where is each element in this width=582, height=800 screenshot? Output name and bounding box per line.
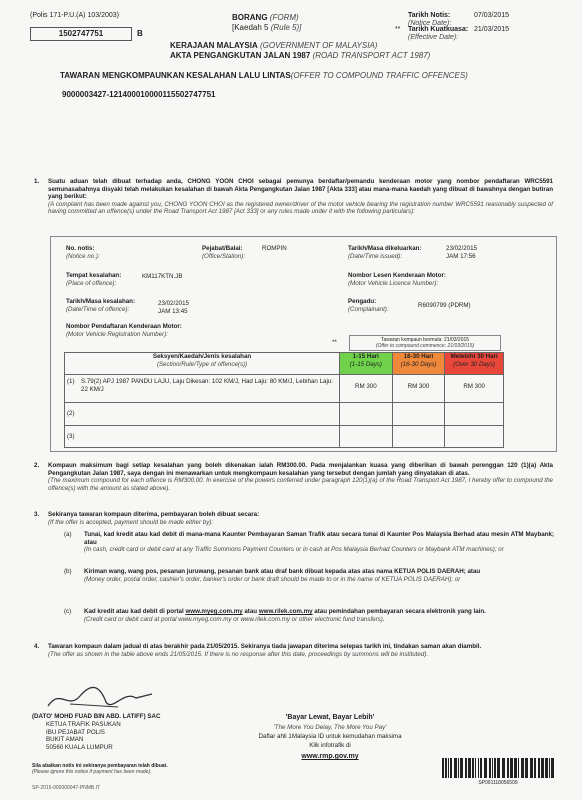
complainant-value: R6090799 (PDRM): [418, 302, 471, 309]
form-code: (Polis 171-P.U.(A) 103/2003): [30, 12, 119, 19]
offence-datetime-value: 23/02/2015 JAM 13:45: [158, 300, 189, 315]
act-label: AKTA PENGANGKUTAN JALAN 1987: [170, 51, 311, 60]
act-line: [170, 51, 430, 61]
row-number: (3): [67, 432, 75, 440]
section2-number: 2.: [34, 462, 40, 469]
gov-label: KERAJAAN MALAYSIA: [170, 41, 258, 50]
notice-date: 07/03/2015: [474, 12, 510, 19]
col-over-30-days: Melebihi 30 Hari (Over 30 Days): [445, 353, 504, 375]
table-row: [65, 425, 504, 448]
row-number: (2): [67, 410, 75, 417]
section4-number: 4.: [34, 643, 40, 650]
reference-number-box: 1502747751: [30, 27, 132, 41]
station-label: Pejabat/Balai: (Office/Station):: [202, 245, 245, 260]
compound-stars: **: [332, 339, 337, 346]
page-title: [60, 71, 468, 81]
act-label-en: (ROAD TRANSPORT ACT 1987): [312, 51, 431, 60]
section1-text: Suatu aduan telah dibuat terhadap anda, CHONG YOON CHOI sebagai pemunya berdaftar/pemandu kenderaan motor yang nombor pendaftaran WRC5591 semunasabahnya disyaki telah melakukan kesalahan di bawah Akta Pengangkutan Jalan 1987 [Akta 333] atau mana-mana kaedah yang dibuat di bawahnya dengan butiran yang berikut: (A complaint has been made against you, CHONG YOON CHOI as the registered owner/driver of the motor vehicle bearing the registration number WRC5591 reasonably suspected of having committed an offence(s) under the Road Transport Act 1987 [Act 333] or any rules made under it with the following particulars):: [48, 178, 553, 215]
licence-label: Nombor Lesen Kenderaan Motor: (Motor Vehicle Licence Number):: [348, 272, 446, 287]
barcode-text: SP091118056509: [478, 780, 518, 786]
myeg-link[interactable]: www.myeg.com.my: [185, 608, 243, 615]
title-en: (OFFER TO COMPOUND TRAFFIC OFFENCES): [290, 71, 468, 80]
gov-label-en: (GOVERNMENT OF MALAYSIA): [259, 41, 378, 50]
option-c-mark: (c): [64, 608, 72, 615]
rmp-website-link[interactable]: www.rmp.gov.my: [301, 753, 359, 760]
rilek-link[interactable]: www.rilek.com.my: [258, 608, 313, 615]
table-header-row: [65, 353, 504, 375]
offence-datetime-label: Tarikh/Masa kesalahan: (Date/Time of offence):: [66, 298, 136, 313]
place-label: Tempat kesalahan: (Place of offence):: [66, 272, 122, 287]
kaedah-label: [Kaedah 5: [232, 23, 269, 32]
signature-image: [40, 684, 160, 714]
rule-reference: [232, 23, 301, 33]
effective-marker: **: [395, 26, 401, 33]
row-offence-text: S.79(2) APJ 1987 PANDU LAJU, Laju Dikesan: 102 KM/J, Had Laju: 80 KM/J, Lebihan Laju: 22 KM/J: [81, 378, 333, 393]
document-code: SP-2015-000000047-PNMB.IT: [32, 785, 101, 791]
option-b-text: Kiriman wang, wang pos, pesanan juruwang, pesanan bank atau draf bank dibuat kepada atas atas nama KETUA POLIS DAERAH; atau (Money order, postal order, cashier's order, banker's order or bank draft should be made to or in the name of KETUA POLIS DAERAH); or: [84, 568, 481, 583]
table-row: [65, 375, 504, 403]
notice-no-label: No. notis: (Notice no.):: [66, 245, 100, 260]
title-ms: TAWARAN MENGKOMPAUNKAN KESALAHAN LALU LINTAS: [60, 71, 291, 80]
issued-value: 23/02/2015 JAM 17:56: [446, 245, 477, 260]
reference-suffix: B: [137, 29, 143, 38]
registration-label: Nombor Pendaftaran Kenderaan Motor: (Motor Vehicle Registration Number):: [66, 323, 182, 338]
row-amount-1: RM 300: [340, 375, 393, 403]
borang-label-en: (FORM): [269, 13, 299, 22]
section3-text: Sekiranya tawaran kompaun diterima, pembayaran boleh dibuat secara: (If the offer is accepted, payment should be made either by):: [48, 511, 260, 526]
borang-label: BORANG: [232, 13, 268, 22]
option-a-mark: (a): [64, 531, 72, 538]
station-value: ROMPIN: [262, 245, 287, 252]
col-section-label: Seksyen/Kaedah/Jenis kesalahan: [152, 353, 252, 360]
section3-number: 3.: [34, 511, 40, 518]
effective-date: 21/03/2015: [474, 26, 510, 33]
row-number: (1): [67, 378, 75, 385]
kaedah-label-en: (Rule 5)]: [270, 23, 302, 32]
section4-text: Tawaran kompaun dalam jadual di atas berakhir pada 21/05/2015. Sekiranya tiada jawapan diterima selepas tarikh ini, tindakan saman akan diambil. (The offer as shown in the table above ends 21/05/2015. If there is no response after this date, proceedings by summons will be instituted).: [48, 643, 482, 658]
col-section-label-en: (Section/Rule/Type of offence(s)): [156, 360, 248, 368]
long-reference: 9000003427-121400010000115502747751: [62, 90, 216, 99]
col-16-30-days: 16-30 Hari (16-30 Days): [392, 353, 445, 375]
officer-name: (DATO' MOHD FUAD BIN ABD. LATIFF) SAC: [32, 713, 161, 720]
col-1-15-days: 1-15 Hari (1-15 Days): [340, 353, 393, 375]
section1-number: 1.: [34, 178, 40, 185]
issued-label: Tarikh/Masa dikeluarkan: (Date/Time issued):: [348, 245, 422, 260]
option-a-text: Tunai, kad kredit atau kad debit di mana-mana Kaunter Pembayaran Saman Trafik atau secara tunai di Kaunter Pos Malaysia Berhad atau mesin ATM Maybank; atau (In cash, credit card or debit card at any Traffic Summons Payment Counters or in cash at Pos Malaysia Berhad Counters or Maybank ATM machines); or: [84, 531, 554, 553]
officer-address: KETUA TRAFIK PASUKAN IBU PEJABAT POLIS BUKIT AMAN 50560 KUALA LUMPUR: [46, 721, 121, 751]
ignore-notice: Sila abaikan notis ini sekiranya pembayaran telah dibuat. (Please ignore this notice if payment has been made).: [32, 763, 168, 775]
slogan: 'Bayar Lewat, Bayar Lebih': [285, 714, 375, 721]
option-c-text: Kad kredit atau kad debit di portal www.myeg.com.my atau www.rilek.com.my atau pemindahan pembayaran secara elektronik yang lain. (Credit card or debit card at portal www.myeg.com.my or www.rilek.com.my or other electronic fund transfers).: [84, 608, 486, 623]
offence-table: [64, 352, 504, 448]
place-value: KM117KTN.JB: [142, 273, 183, 280]
effective-date-label: Tarikh Kuatkuasa: (Effective Date):: [408, 26, 469, 41]
row-amount-2: RM 300: [392, 375, 445, 403]
government-line: [170, 41, 377, 51]
complainant-label: Pengadu: (Complainant):: [348, 298, 389, 313]
register-note: Daftar ahli 1Malaysia ID untuk kemudahan maksima: [258, 733, 402, 740]
row-amount-3: RM 300: [445, 375, 504, 403]
option-b-mark: (b): [64, 568, 72, 575]
barcode-icon: [442, 758, 554, 778]
klik-note: Klik infotrafik di: [309, 742, 351, 749]
slogan-en: 'The More You Delay, The More You Pay': [273, 724, 387, 731]
table-row: [65, 403, 504, 426]
notice-date-label: Tarikh Notis: (Notice Date):: [408, 12, 452, 27]
section2-text: Kompaun maksimum bagi setiap kesalahan yang boleh dikenakan ialah RM300.00. Pada menjalankan kuasa yang diberikan di bawah perenggan 120 (1)(a) Akta Pengangkutan Jalan 1987, saya dengan ini menawarkan untuk mengkompaun kesalahan yang tersebut dengan jumlah yang dinyatakan di atas. (The maximum compound for each offence is RM300.00. In exercise of the powers conferred under paragraph 120(1)(a) of the Road Transport Act 1987, I hereby offer to compound the offence(s) with the amount as stated above).: [48, 462, 553, 492]
form-title: [232, 13, 299, 23]
compound-start-box: Tawaran kompaun bermula: 21/03/2015 (Offer to compound commence: 21/03/2015): [349, 335, 501, 351]
